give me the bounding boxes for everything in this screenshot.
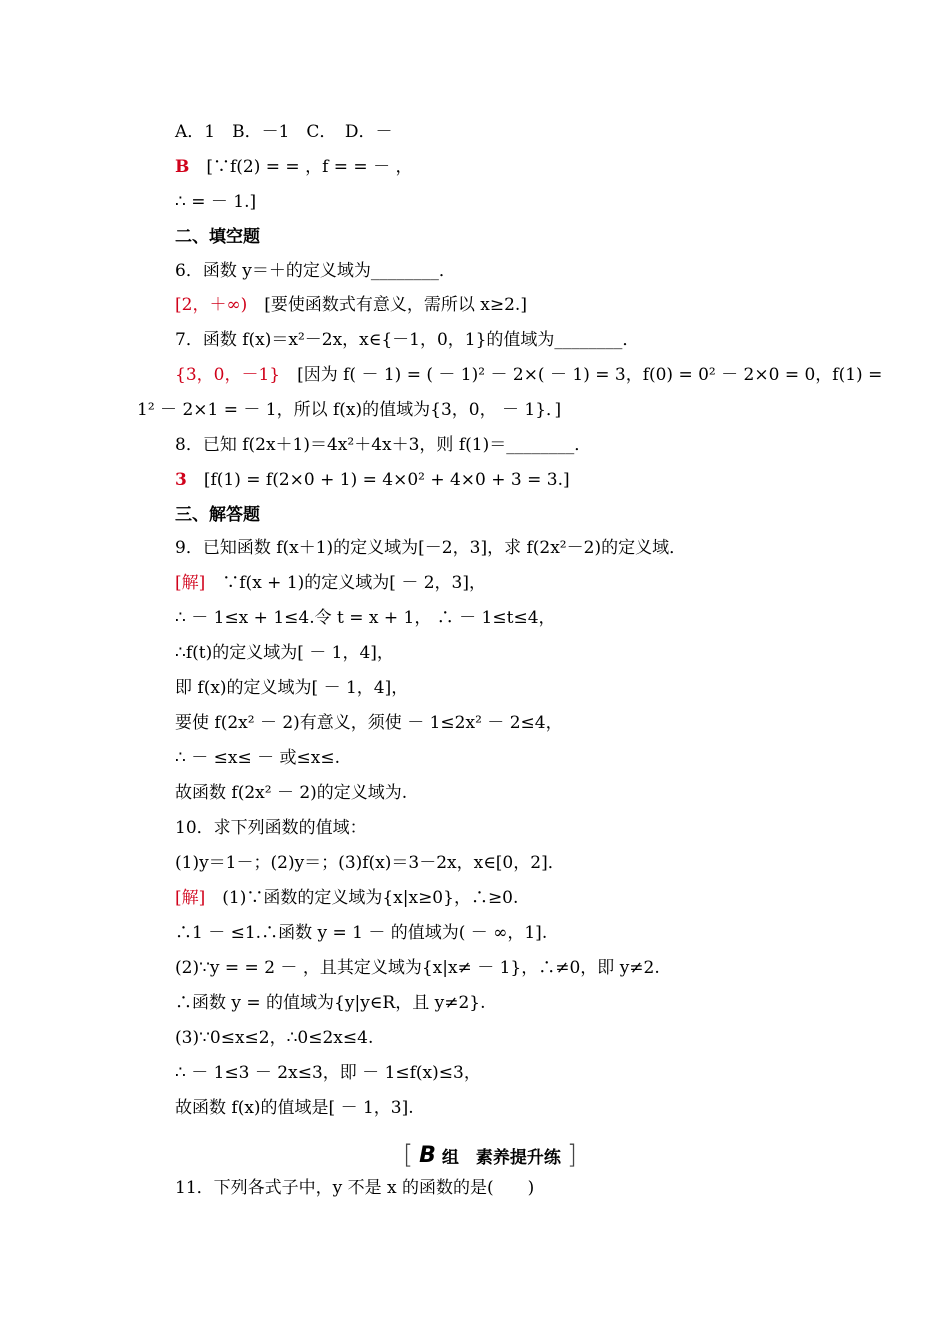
- answer-label: [解]: [175, 573, 206, 593]
- text-line: [175, 1062, 481, 1084]
- line-text: ∴ － 1≤3 － 2x≤3，即 － 1≤f(x)≤3，: [175, 1063, 481, 1083]
- line-text: ∴1 － ≤1.∴函数 y = 1 － 的值域为( － ∞，1].: [175, 923, 548, 943]
- line-text: ∴ － 1≤x + 1≤4.令 t = x + 1， ∴ － 1≤t≤4，: [175, 608, 556, 628]
- text-line: [175, 852, 565, 874]
- line-text: 二、填空题: [175, 227, 260, 247]
- line-text: ∴ － ≤x≤ － 或≤x≤.: [175, 748, 340, 768]
- text-line: [175, 226, 260, 248]
- text-line: [175, 642, 394, 664]
- line-text: 故函数 f(2x² － 2)的定义域为.: [175, 783, 408, 803]
- text-line: [175, 992, 485, 1014]
- text-line: [175, 607, 556, 629]
- line-text: 11．下列各式子中，y 不是 x 的函数的是( ): [175, 1178, 535, 1198]
- banner-close-bracket: ]: [566, 1140, 578, 1170]
- line-text: (1)y＝1－；(2)y＝；(3)f(x)＝3－2x，x∈[0，2]．: [175, 853, 565, 873]
- line-text: A．1 B．－1 C． D．－: [175, 122, 393, 142]
- answer-label: 3: [175, 470, 187, 490]
- text-line: [175, 887, 518, 909]
- banner-title: 组 素养提升练: [441, 1147, 561, 1168]
- text-line: [175, 260, 456, 282]
- text-line: [137, 399, 561, 421]
- text-line: [175, 156, 412, 178]
- text-line: [175, 191, 256, 213]
- text-line: [175, 294, 527, 316]
- line-text: 三、解答题: [175, 505, 260, 525]
- line-text: (3)∵0≤x≤2，∴0≤2x≤4.: [175, 1028, 374, 1048]
- text-line: [175, 1177, 534, 1199]
- line-text: 故函数 f(x)的值域是[ － 1，3].: [175, 1098, 414, 1118]
- line-text: ∴f(t)的定义域为[ － 1，4]，: [175, 643, 394, 663]
- text-line: [175, 712, 563, 734]
- line-text: 即 f(x)的定义域为[ － 1，4]，: [175, 678, 409, 698]
- text-line: [175, 121, 393, 143]
- answer-label: [2，＋∞): [175, 295, 248, 315]
- text-line: [175, 504, 260, 526]
- text-line: [175, 469, 570, 491]
- line-text: [因为 f( － 1) = ( － 1)² － 2×( － 1) = 3，f(0) = 0² － 2×0 = 0，f(1) =: [297, 365, 883, 385]
- line-text: (2)∵y = = 2 － ，且其定义域为{x|x≠ － 1}，∴≠0，即 y≠2.: [175, 958, 660, 978]
- text-line: [175, 364, 882, 386]
- text-line: [175, 957, 660, 979]
- text-line: [175, 434, 591, 456]
- line-text: 1² － 2×1 = － 1，所以 f(x)的值域为{3，0， － 1}．]: [137, 400, 562, 420]
- section-banner: [395, 1141, 585, 1169]
- line-text: ∵f(x + 1)的定义域为[ － 2，3]，: [222, 573, 486, 593]
- line-text: [要使函数式有意义，需所以 x≥2.]: [264, 295, 527, 315]
- text-line: [175, 782, 407, 804]
- text-line: [175, 817, 367, 839]
- text-line: [175, 572, 486, 594]
- line-text: ∴函数 y = 的值域为{y|y∈R，且 y≠2}.: [175, 993, 486, 1013]
- text-line: [175, 747, 340, 769]
- line-text: 7．函数 f(x)＝x²－2x，x∈{－1，0，1}的值域为________．: [175, 330, 640, 350]
- text-line: [175, 537, 686, 559]
- line-text: 9．已知函数 f(x＋1)的定义域为[－2，3]，求 f(2x²－2)的定义域．: [175, 538, 687, 558]
- banner-open-bracket: [: [402, 1140, 414, 1170]
- line-text: 6．函数 y＝＋的定义域为________．: [175, 261, 456, 281]
- text-line: [175, 677, 408, 699]
- answer-label: B: [175, 157, 190, 177]
- line-text: ∴ = － 1.]: [175, 192, 257, 212]
- line-text: 8．已知 f(2x＋1)＝4x²＋4x＋3，则 f(1)＝________．: [175, 435, 592, 455]
- banner-letter: B: [419, 1142, 436, 1168]
- text-line: [175, 1097, 414, 1119]
- line-text: [∵f(2) = = ，f = = － ，: [206, 157, 413, 177]
- line-text: 要使 f(2x² － 2)有意义，须使 － 1≤2x² － 2≤4，: [175, 713, 563, 733]
- line-text: [f(1) = f(2×0 + 1) = 4×0² + 4×0 + 3 = 3.]: [203, 470, 570, 490]
- line-text: (1)∵函数的定义域为{x|x≥0}，∴≥0.: [222, 888, 519, 908]
- text-line: [175, 922, 547, 944]
- text-line: [175, 329, 639, 351]
- answer-label: {3，0，－1}: [175, 365, 281, 385]
- text-line: [175, 1027, 373, 1049]
- answer-label: [解]: [175, 888, 206, 908]
- line-text: 10．求下列函数的值域：: [175, 818, 367, 838]
